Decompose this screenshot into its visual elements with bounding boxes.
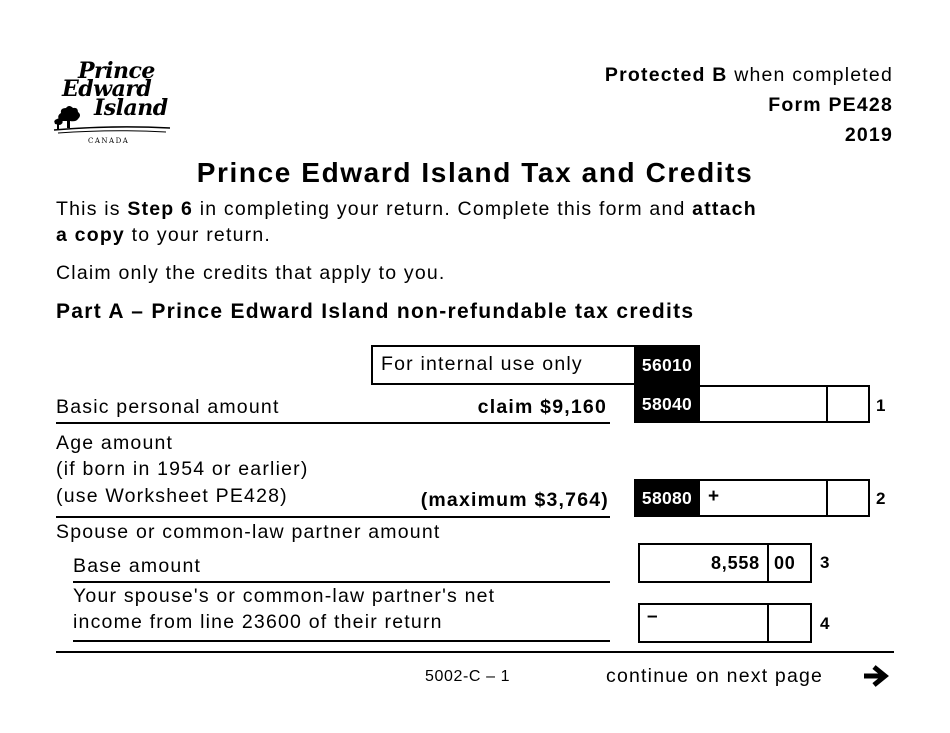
internal-use-code: 56010: [634, 345, 700, 385]
form-number: Form PE428: [768, 94, 893, 116]
basic-personal-underline: [56, 422, 610, 424]
protected-b-line: [605, 64, 893, 87]
age-amount-label-birth: (if born in 1954 or earlier): [56, 458, 309, 480]
base-amount-dollars: 8,558: [710, 553, 760, 573]
logo-word-prince: Prince: [78, 58, 155, 84]
intro-text: in completing your return. Complete this form and: [193, 198, 693, 220]
spouse-net-income-label-line2: income from line 23600 of their return: [73, 611, 443, 633]
spouse-net-income-underline: [73, 640, 610, 642]
cents-divider: [767, 603, 769, 643]
internal-use-label: For internal use only: [381, 353, 583, 375]
base-amount-underline: [73, 581, 610, 583]
age-amount-underline: [56, 516, 610, 518]
protected-b-suffix: when completed: [734, 64, 893, 86]
line-number-2: 2: [876, 489, 886, 508]
cents-divider: [826, 385, 828, 423]
intro-claim-note: Claim only the credits that apply to you.: [56, 262, 446, 284]
spouse-net-income-minus-sign: –: [647, 606, 658, 627]
base-amount-cents: 00: [774, 553, 796, 573]
intro-text: to your return.: [124, 224, 271, 246]
intro-paragraph-line1: [56, 198, 757, 221]
age-amount-field[interactable]: [698, 479, 870, 517]
form-year: 2019: [844, 124, 893, 146]
arrow-right-icon: [862, 664, 890, 688]
intro-copy: a copy: [56, 224, 125, 246]
age-amount-plus-sign: +: [708, 486, 720, 507]
page-bottom-rule: [56, 651, 894, 653]
field-code-58080: 58080: [634, 479, 700, 517]
age-amount-label-worksheet: (use Worksheet PE428): [56, 485, 288, 507]
pei-logo: [52, 58, 177, 148]
protected-b-label: Protected B: [604, 64, 728, 86]
intro-attach: attach: [692, 198, 757, 220]
spouse-amount-heading: Spouse or common-law partner amount: [56, 521, 441, 543]
cents-divider: [767, 543, 769, 583]
page-title: Prince Edward Island Tax and Credits: [196, 157, 754, 188]
intro-paragraph-line2: [56, 224, 271, 247]
intro-step: Step 6: [127, 198, 194, 220]
line-number-1: 1: [876, 396, 886, 415]
logo-country: CANADA: [88, 137, 130, 145]
base-amount-label: Base amount: [73, 555, 202, 577]
line-number-3: 3: [820, 553, 830, 572]
cents-divider: [826, 479, 828, 517]
basic-personal-amount-field[interactable]: [698, 385, 870, 423]
part-a-heading: Part A – Prince Edward Island non-refundable tax credits: [56, 300, 695, 323]
form-page-code: 5002-C – 1: [425, 668, 511, 685]
logo-word-edward: Edward: [62, 76, 152, 102]
line-number-4: 4: [820, 614, 830, 633]
basic-personal-claim: claim $9,160: [477, 396, 607, 418]
intro-text: This is: [56, 198, 128, 220]
spouse-net-income-field[interactable]: [638, 603, 812, 643]
age-amount-label: Age amount: [56, 432, 174, 454]
basic-personal-label: Basic personal amount: [56, 396, 280, 418]
age-amount-maximum: (maximum $3,764): [420, 489, 609, 511]
field-code-58040: 58040: [634, 385, 700, 423]
continue-next-page: continue on next page: [606, 665, 824, 687]
spouse-net-income-label: Your spouse's or common-law partner's net: [73, 585, 496, 607]
logo-word-island: Island: [94, 95, 168, 121]
